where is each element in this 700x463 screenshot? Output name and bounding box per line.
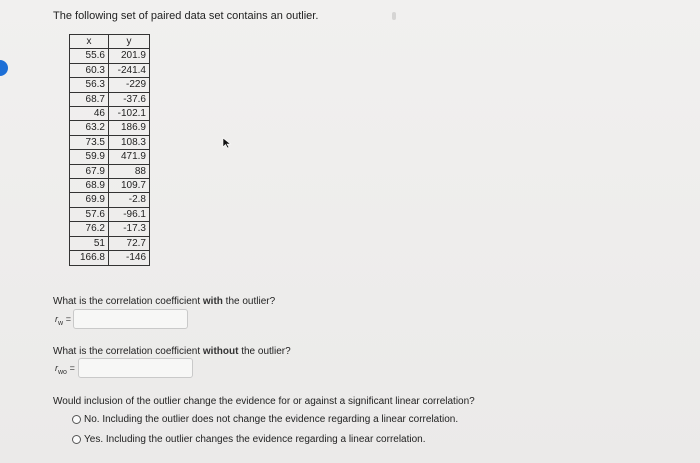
- cell-x: 67.9: [70, 164, 109, 178]
- cell-y: -102.1: [109, 107, 150, 121]
- column-header-y: y: [109, 35, 150, 49]
- question-text-start: What is the correlation coefficient: [53, 346, 203, 357]
- decorative-mark: [392, 12, 396, 20]
- cell-y: 108.3: [109, 135, 150, 149]
- cell-x: 69.9: [70, 193, 109, 207]
- table-row: [70, 164, 150, 178]
- option-yes[interactable]: [72, 434, 426, 445]
- cell-x: 73.5: [70, 135, 109, 149]
- cell-y: -229: [109, 78, 150, 92]
- mouse-cursor-icon: [222, 137, 232, 149]
- question-with-outlier: [53, 296, 275, 307]
- cell-y: -146: [109, 251, 150, 265]
- variable-symbol: r: [55, 363, 58, 373]
- equals-sign: =: [69, 363, 75, 373]
- rwo-label: [55, 363, 75, 376]
- question-without-outlier: [53, 346, 291, 357]
- question-text-start: What is the correlation coefficient: [53, 296, 203, 307]
- question-emphasis: without: [202, 346, 239, 357]
- cell-y: 88: [109, 164, 150, 178]
- rwo-answer-input[interactable]: [78, 358, 193, 378]
- question-text-end: the outlier?: [222, 296, 276, 307]
- variable-symbol: r: [55, 314, 58, 324]
- cell-y: -2.8: [109, 193, 150, 207]
- cell-x: 56.3: [70, 78, 109, 92]
- table-row: [70, 222, 150, 236]
- radio-no[interactable]: [72, 415, 81, 424]
- cell-x: 46: [70, 107, 109, 121]
- table-row: [70, 193, 150, 207]
- cell-y: 186.9: [109, 121, 150, 135]
- radio-yes[interactable]: [72, 435, 81, 444]
- column-header-x: x: [70, 35, 109, 49]
- navigation-indicator[interactable]: [0, 60, 8, 76]
- variable-subscript: w: [58, 319, 64, 327]
- cell-x: 57.6: [70, 207, 109, 221]
- cell-x: 68.9: [70, 179, 109, 193]
- option-no[interactable]: [72, 414, 458, 425]
- table-row: [70, 251, 150, 265]
- cell-y: -17.3: [109, 222, 150, 236]
- question-significance: Would inclusion of the outlier change the evidence for or against a significant linear correlation?: [53, 396, 475, 407]
- cell-x: 68.7: [70, 92, 109, 106]
- cell-x: 166.8: [70, 251, 109, 265]
- option-no-label: No. Including the outlier does not change the evidence regarding a linear correlation.: [84, 414, 459, 425]
- table-row: [70, 236, 150, 250]
- cell-x: 51: [70, 236, 109, 250]
- cell-y: -96.1: [109, 207, 150, 221]
- question-emphasis: with: [202, 296, 223, 307]
- option-yes-label: Yes. Including the outlier changes the evidence regarding a linear correlation.: [84, 434, 426, 445]
- cell-x: 59.9: [70, 150, 109, 164]
- problem-statement: The following set of paired data set contains an outlier.: [53, 10, 319, 22]
- paired-data-table: [69, 34, 150, 266]
- cell-x: 76.2: [70, 222, 109, 236]
- rw-label: [55, 314, 71, 327]
- table-row: [70, 179, 150, 193]
- cell-x: 55.6: [70, 49, 109, 63]
- cell-x: 63.2: [70, 121, 109, 135]
- equals-sign: =: [65, 314, 71, 324]
- table-row: [70, 78, 150, 92]
- cell-y: 72.7: [109, 236, 150, 250]
- table-row: [70, 49, 150, 63]
- table-row: [70, 63, 150, 77]
- cell-y: 471.9: [109, 150, 150, 164]
- rw-answer-input[interactable]: [73, 309, 188, 329]
- question-text-end: the outlier?: [238, 346, 291, 357]
- table-row: [70, 207, 150, 221]
- table-header-row: [70, 35, 150, 49]
- cell-x: 60.3: [70, 63, 109, 77]
- cell-y: 201.9: [109, 49, 150, 63]
- table-row: [70, 121, 150, 135]
- cell-y: -37.6: [109, 92, 150, 106]
- table-row: [70, 107, 150, 121]
- cell-y: -241.4: [109, 63, 150, 77]
- table-row: [70, 135, 150, 149]
- table-row: [70, 92, 150, 106]
- cell-y: 109.7: [109, 179, 150, 193]
- table-row: [70, 150, 150, 164]
- variable-subscript: wo: [58, 368, 67, 376]
